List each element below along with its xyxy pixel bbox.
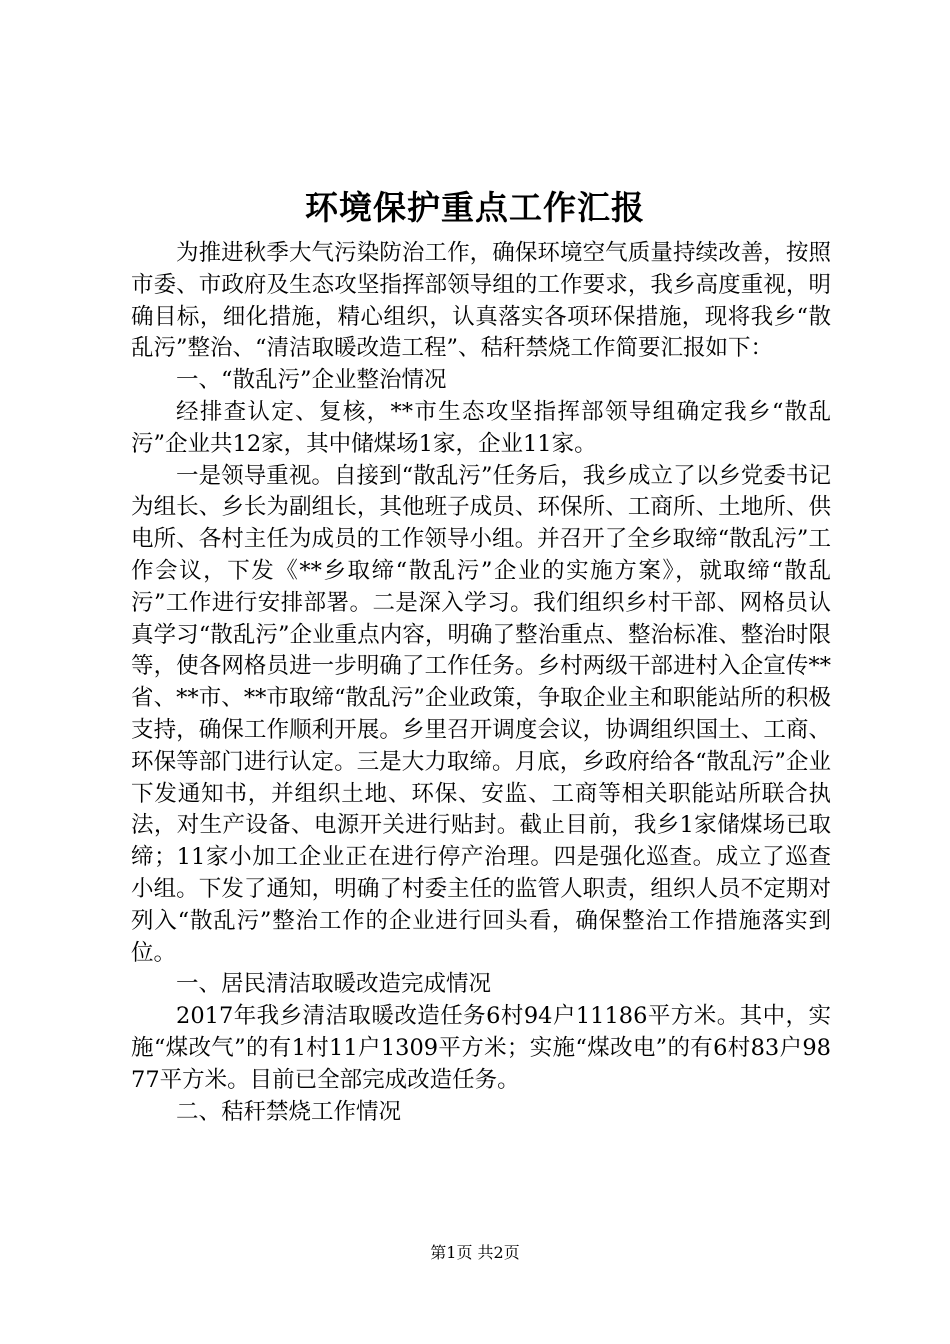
pollution-measures-paragraph: 一是领导重视。自接到“散乱污”任务后，我乡成立了以乡党委书记为组长、乡长为副组长，其他班子成员、环保所、工商所、土地所、供电所、各村主任为成员的工作领导小组。并召开了全乡取缔“散乱污”工作会议，下发《**乡取缔“散乱污”企业的实施方案》，就取缔“散乱污”工作进行安排部署。二是深入学习。我们组织乡村干部、网格员认真学习“散乱污”企业重点内容，明确了整治重点、整治标准、整治时限等，使各网格员进一步明确了工作任务。乡村两级干部进村入企宣传**省、**市、**市取缔“散乱污”企业政策，争取企业主和职能站所的积极支持，确保工作顺利开展。乡里召开调度会议，协调组织国土、工商、环保等部门进行认定。三是大力取缔。月底，乡政府给各“散乱污”企业下发通知书，并组织土地、环保、安监、工商等相关职能站所联合执法，对生产设备、电源开关进行贴封。截止目前，我乡1家储煤场已取缔；11家小加工企业正在进行停产治理。四是强化巡查。成立了巡查小组。下发了通知，明确了村委主任的监管人职责，组织人员不定期对列入“散乱污”整治工作的企业进行回头看，确保整治工作措施落实到位。 — [131, 462, 831, 966]
document-title: 环境保护重点工作汇报 — [305, 188, 645, 227]
document-body — [131, 238, 831, 1128]
section-heading-heating: 一、居民清洁取暖改造完成情况 — [176, 971, 492, 998]
section-heading-straw: 二、秸秆禁烧工作情况 — [176, 1098, 402, 1125]
pollution-summary-paragraph: 经排查认定、复核，**市生态攻坚指挥部领导组确定我乡“散乱污”企业共12家，其中储煤场1家，企业11家。 — [131, 398, 831, 457]
page-number-footer: 第1页 共2页 — [430, 1243, 520, 1262]
section-heading-pollution: 一、“散乱污”企业整治情况 — [176, 367, 447, 394]
heating-paragraph: 2017年我乡清洁取暖改造任务6村94户11186平方米。其中，实施“煤改气”的有1村11户1309平方米；实施“煤改电”的有6村83户9877平方米。目前已全部完成改造任务。 — [131, 1003, 831, 1093]
intro-paragraph: 为推进秋季大气污染防治工作，确保环境空气质量持续改善，按照市委、市政府及生态攻坚指挥部领导组的工作要求，我乡高度重视，明确目标，细化措施，精心组织，认真落实各项环保措施，现将我乡“散乱污”整治、“清洁取暖改造工程”、秸秆禁烧工作简要汇报如下： — [131, 240, 831, 362]
